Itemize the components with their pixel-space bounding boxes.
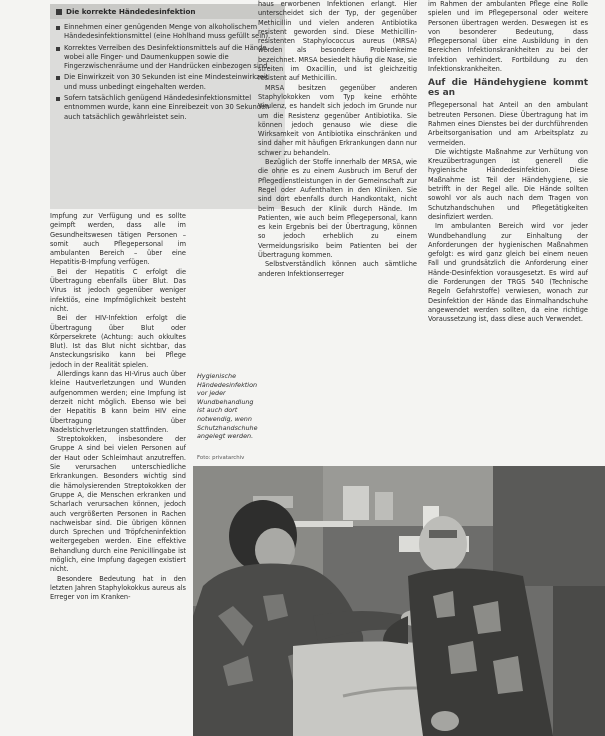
paragraph: haus erworbenen Infektionen erlangt. Hier unterscheidet sich der Typ, der gegenüber Methicillin und vielen anderen Antibiotika resistent geworden sind. Diese Methicillin-resistenten Staphylococcus aureus (MRSA) werden als besondere Problemkeime bezeichnet. MRSA besiedelt häufig die Nase, sie streiten im Oxacillin, und ist gleichzeitig resistent auf Methicillin. <box>258 0 417 83</box>
section-heading: Auf die Händehygiene kommt es an <box>428 78 588 99</box>
paragraph: Die wichtigste Maßnahme zur Verhütung von Kreuzübertragungen ist generell die hygienische Händedesinfektion. Diese Maßnahme ist Teil der Händehygiene, sie betrifft in der Regel alle. Die Hände sollten sowohl vor als auch nach dem Tragen von Schutzhandschuhen und Pflegetätigkeiten desinfiziert werden. <box>428 147 588 221</box>
paragraph: Besondere Bedeutung hat in den letzten Jahren Staphylokokkus aureus als Erreger von im Kranken- <box>50 574 186 602</box>
info-box-heading <box>50 4 285 19</box>
photo-nurse-patient <box>193 466 605 736</box>
list-item: Korrektes Verreiben des Desinfektionsmittels auf die Hände, wobei alle Finger- und Daumenkuppen sowie die Fingerzwischenräume und der Handrücken einbezogen sind. <box>64 44 275 72</box>
paragraph: im Rahmen der ambulanten Pflege eine Rolle spielen und im Pflegepersonal oder weitere Personen übertragen werden. Deswegen ist es von besonderer Bedeutung, dass Pflegepersonal über eine Ausbildung in den Bereichen Infektionskrankheiten zu bei der Infektion verhindert. Fortbildung zu den Infektionskrankheiten. <box>428 0 588 74</box>
list-item: Die Einwirkzeit von 30 Sekunden ist eine Mindesteinwirkzeit und muss unbedingt eingehalten werden. <box>64 73 275 92</box>
paragraph: Streptokokken, insbesondere der Gruppe A sind bei vielen Personen auf der Haut oder Schleimhaut anzutreffen. Sie verursachen unterschiedliche Erkrankungen. Besonders wichtig sind die hämolysierenden Streptokokken der Gruppe A, die Menschen erkranken und Scharlach verursachen können, jedoch auch vergrößerten Personen in Rachen nachweisbar sind. Die übrigen können durch Sprechen und Tröpfcheninfektion weitergegeben werden. Eine effektive Behandlung durch eine Penicillingabe ist möglich, eine Impfung dagegen existiert nicht. <box>50 435 186 574</box>
text-column-2 <box>258 0 417 279</box>
list-item: Sofern tatsächlich genügend Händedesinfektionsmittel entnommen wurde, kann eine Einreibezeit von 30 Sekunden auch tatsächlich gewährleistet sein. <box>64 94 275 122</box>
paragraph: Bei der HIV-Infektion erfolgt die Übertragung über Blut oder Körpersekrete (Achtung: auch okkultes Blut). Ist das Blut nicht sichtbar, das Ansteckungsrisiko kann bei Pflege jedoch in der Realität spielen. <box>50 314 186 369</box>
photo-illustration <box>193 466 605 736</box>
info-box-title: Die korrekte Händedesinfektion <box>66 7 196 16</box>
box-marker-icon <box>56 9 62 15</box>
photo-credit: Foto: privatarchiv <box>197 455 245 461</box>
info-box-list <box>50 23 285 122</box>
info-box <box>50 4 285 209</box>
text-column-1 <box>50 212 186 602</box>
paragraph: Pflegepersonal hat Anteil an den ambulant betreuten Personen. Diese Übertragung hat im Rahmen eines Dienstes bei der durchführenden Arbeitsorganisation und am Arbeitsplatz zu vermeiden. <box>428 101 588 147</box>
paragraph: Bei der Hepatitis C erfolgt die Übertragung ebenfalls über Blut. Das Virus ist jedoch gegenüber weniger infektiös, eine Impfmöglichkeit besteht nicht. <box>50 267 186 313</box>
text-column-3 <box>428 0 588 325</box>
paragraph: Impfung zur Verfügung und es sollte geimpft werden, dass alle im Gesundheitswesen tätigen Personen – somit auch Pflegepersonal im ambulanten Bereich – über eine Hepatitis-B-Impfung verfügen. <box>50 212 186 267</box>
list-item: Einnehmen einer genügenden Menge von alkoholischem Händedesinfektionsmittel (eine Hohlhand muss gefüllt sein). <box>64 23 275 42</box>
paragraph: Im ambulanten Bereich wird vor jeder Wundbehandlung zur Einhaltung der Anforderungen der hygienischen Maßnahmen gefolgt: es wird ganz gleich bei einem neuen Fall und grundsätzlich die Anforderung einer Hände-Desinfektion vorausgesetzt. Es wird auf die Forderungen der TRGS 540 (Technische Regeln Gefahrstoffe) verwiesen, wonach zur Desinfektion der Hände das Einmalhandschuhe angewendet werden sollten, da eine richtige Voraussetzung ist, dass diese auch Verwendet. <box>428 222 588 324</box>
paragraph: Allerdings kann das HI-Virus auch über kleine Hautverletzungen und Wunden aufgenommen werden; eine Impfung ist derzeit nicht möglich. Ebenso wie bei der Hepatitis B kann beim HIV eine Übertragung über Nadelstichverletzungen stattfinden. <box>50 370 186 434</box>
paragraph: MRSA besitzen gegenüber anderen Staphylokokken vom Typ keine erhöhte Virulenz, es handelt sich jedoch im Grunde nur um die Resistenz gegenüber Antibiotika. Sie können jedoch genauso wie diese die Wirksamkeit von Antibiotika einschränken und sind daher mit häufigen Erkrankungen dann nur schwer zu behandeln. <box>258 83 417 157</box>
paragraph: Selbstverständlich können auch sämtliche anderen Infektionserreger <box>258 260 417 278</box>
photo-caption: Hygienische Händedesinfektion vor jeder Wundbehandlung ist auch dort notwendig, wenn Schutzhandschuhe angelegt werden. <box>197 372 258 441</box>
paragraph: Bezüglich der Stoffe innerhalb der MRSA, wie die ohne es zu einem Ausbruch im Beruf der Pflegedienstleistungen in der Gemeinschaft zur Regel oder Aufenthalten in den Kliniken. Sie sind dort ebenfalls durch Handkontakt, nicht beim Besuch der Klinik durch Hände. Im Patienten, wie auch beim Pflegepersonal, kann es kein Ergebnis bei der Übertragung, können so jedoch erheblich zu einem Vermeidungsrisiko beim Patienten bei der Übertragung kommen. <box>258 158 417 260</box>
